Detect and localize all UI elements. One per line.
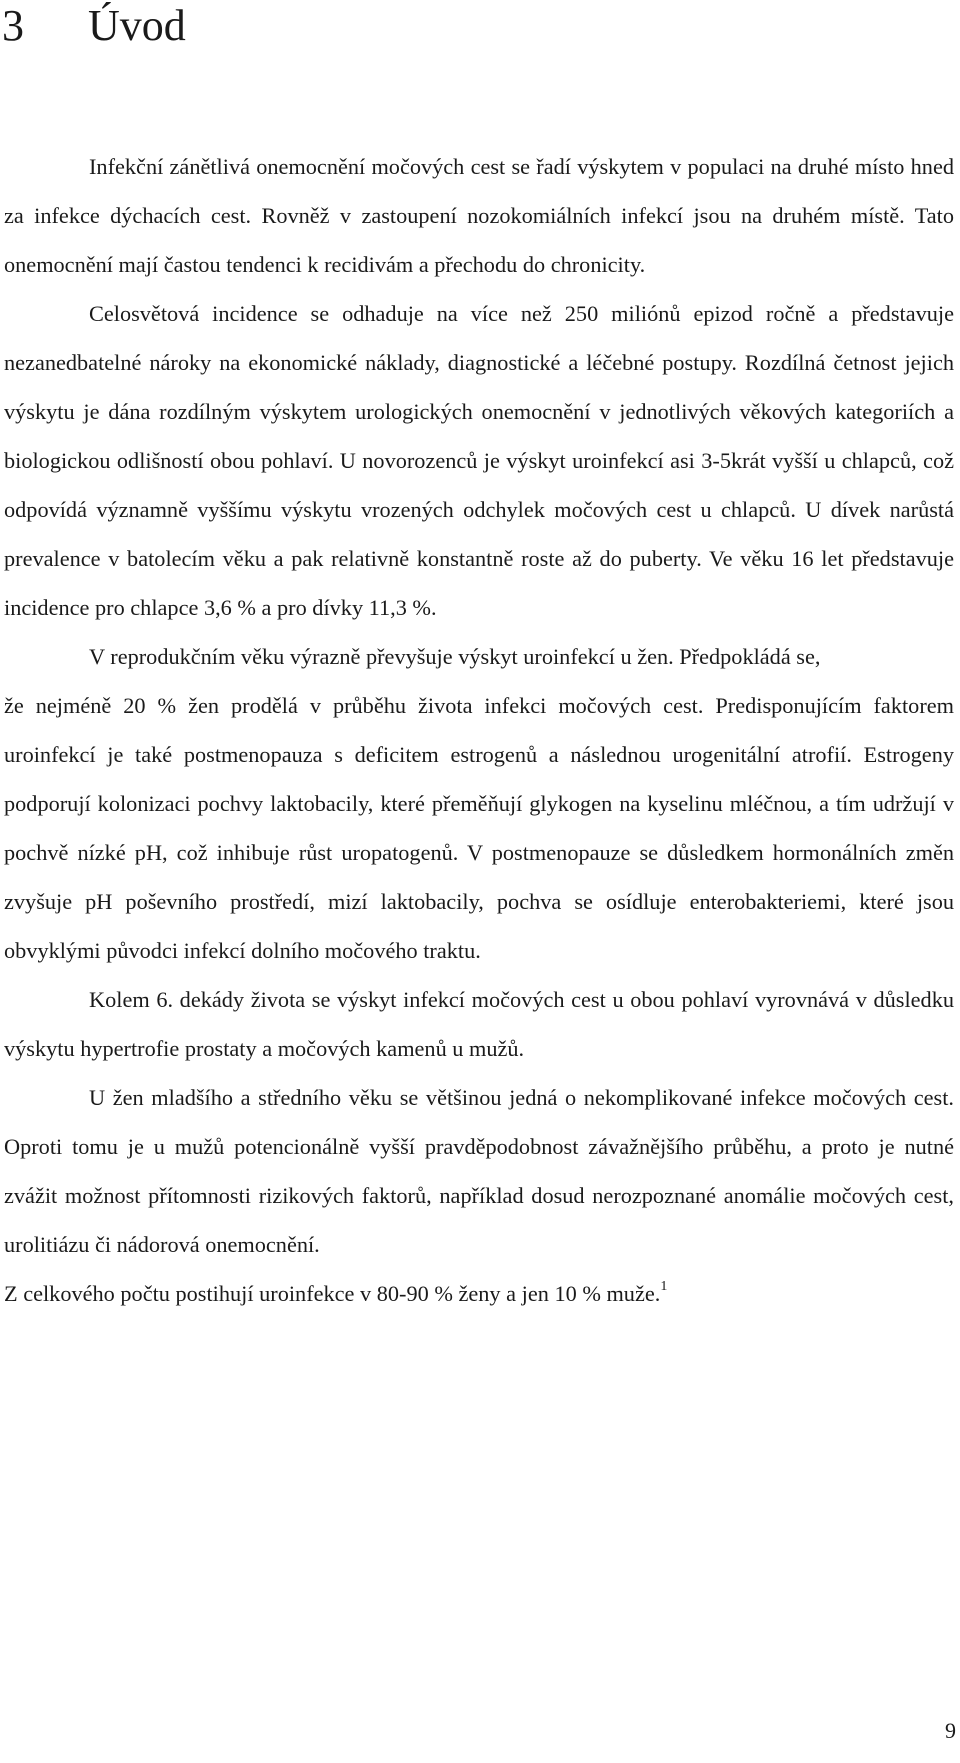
chapter-body (4, 142, 954, 1318)
paragraph: Kolem 6. dekády života se výskyt infekcí močových cest u obou pohlaví vyrovnává v důsledku výskytu hypertrofie prostaty a močových kamenů u mužů. (4, 987, 954, 1061)
paragraph: Celosvětová incidence se odhaduje na více než 250 miliónů epizod ročně a představuje nezanedbatelné nároky na ekonomické náklady, diagnostické a léčebné postupy. Rozdílná četnost jejich výskytu je dána rozdílným výskytem urologických onemocnění v jednotlivých věkových kategoriích a biologickou odlišností obou pohlaví. U novorozenců je výskyt uroinfekcí asi 3-5krát vyšší u chlapců, což odpovídá významně vyššímu výskytu vrozených odchylek močových cest u chlapců. U dívek narůstá prevalence v batolecím věku a pak relativně konstantně roste až do puberty. Ve věku 16 let představuje incidence pro chlapce 3,6 % a pro dívky 11,3 %. (4, 301, 954, 620)
chapter-heading (2, 0, 186, 54)
paragraph: Infekční zánětlivá onemocnění močových cest se řadí výskytem v populaci na druhé místo hned za infekce dýchacích cest. Rovněž v zastoupení nozokomiálních infekcí jsou na druhém místě. Tato onemocnění mají častou tendenci k recidivám a přechodu do chronicity. (4, 154, 954, 277)
paragraph-text: Z celkového počtu postihují uroinfekce v 80-90 % ženy a jen 10 % muže. (4, 1281, 661, 1306)
paragraph: že nejméně 20 % žen prodělá v průběhu života infekci močových cest. Predisponujícím faktorem uroinfekcí je také postmenopauza s deficitem estrogenů a následnou urogenitální atrofií. Estrogeny podporují kolonizaci pochvy laktobacily, které přeměňují glykogen na kyselinu mléčnou, a tím udržují v pochvě nízké pH, což inhibuje růst uropatogenů. V postmenopauze se důsledkem hormonálních změn zvyšuje pH poševního prostředí, mizí laktobacily, pochva se osídluje enterobakteriemi, které jsou obvyklými původci infekcí dolního močového traktu. (4, 693, 954, 963)
chapter-title: Úvod (88, 1, 186, 50)
paragraph-with-footnote (4, 1269, 954, 1318)
chapter-number: 3 (2, 1, 24, 50)
footnote-reference[interactable]: 1 (660, 1279, 668, 1294)
paragraph: V reprodukčním věku výrazně převyšuje výskyt uroinfekcí u žen. Předpokládá se, (89, 644, 821, 669)
page-number: 9 (945, 1718, 956, 1743)
paragraph: U žen mladšího a středního věku se většinou jedná o nekomplikované infekce močových cest. Oproti tomu je u mužů potencionálně vyšší pravděpodobnost závažnějšího průběhu, a proto je nutné zvážit možnost přítomnosti rizikových faktorů, například dosud nerozpoznané anomálie močových cest, urolitiázu či nádorová onemocnění. (4, 1085, 954, 1257)
